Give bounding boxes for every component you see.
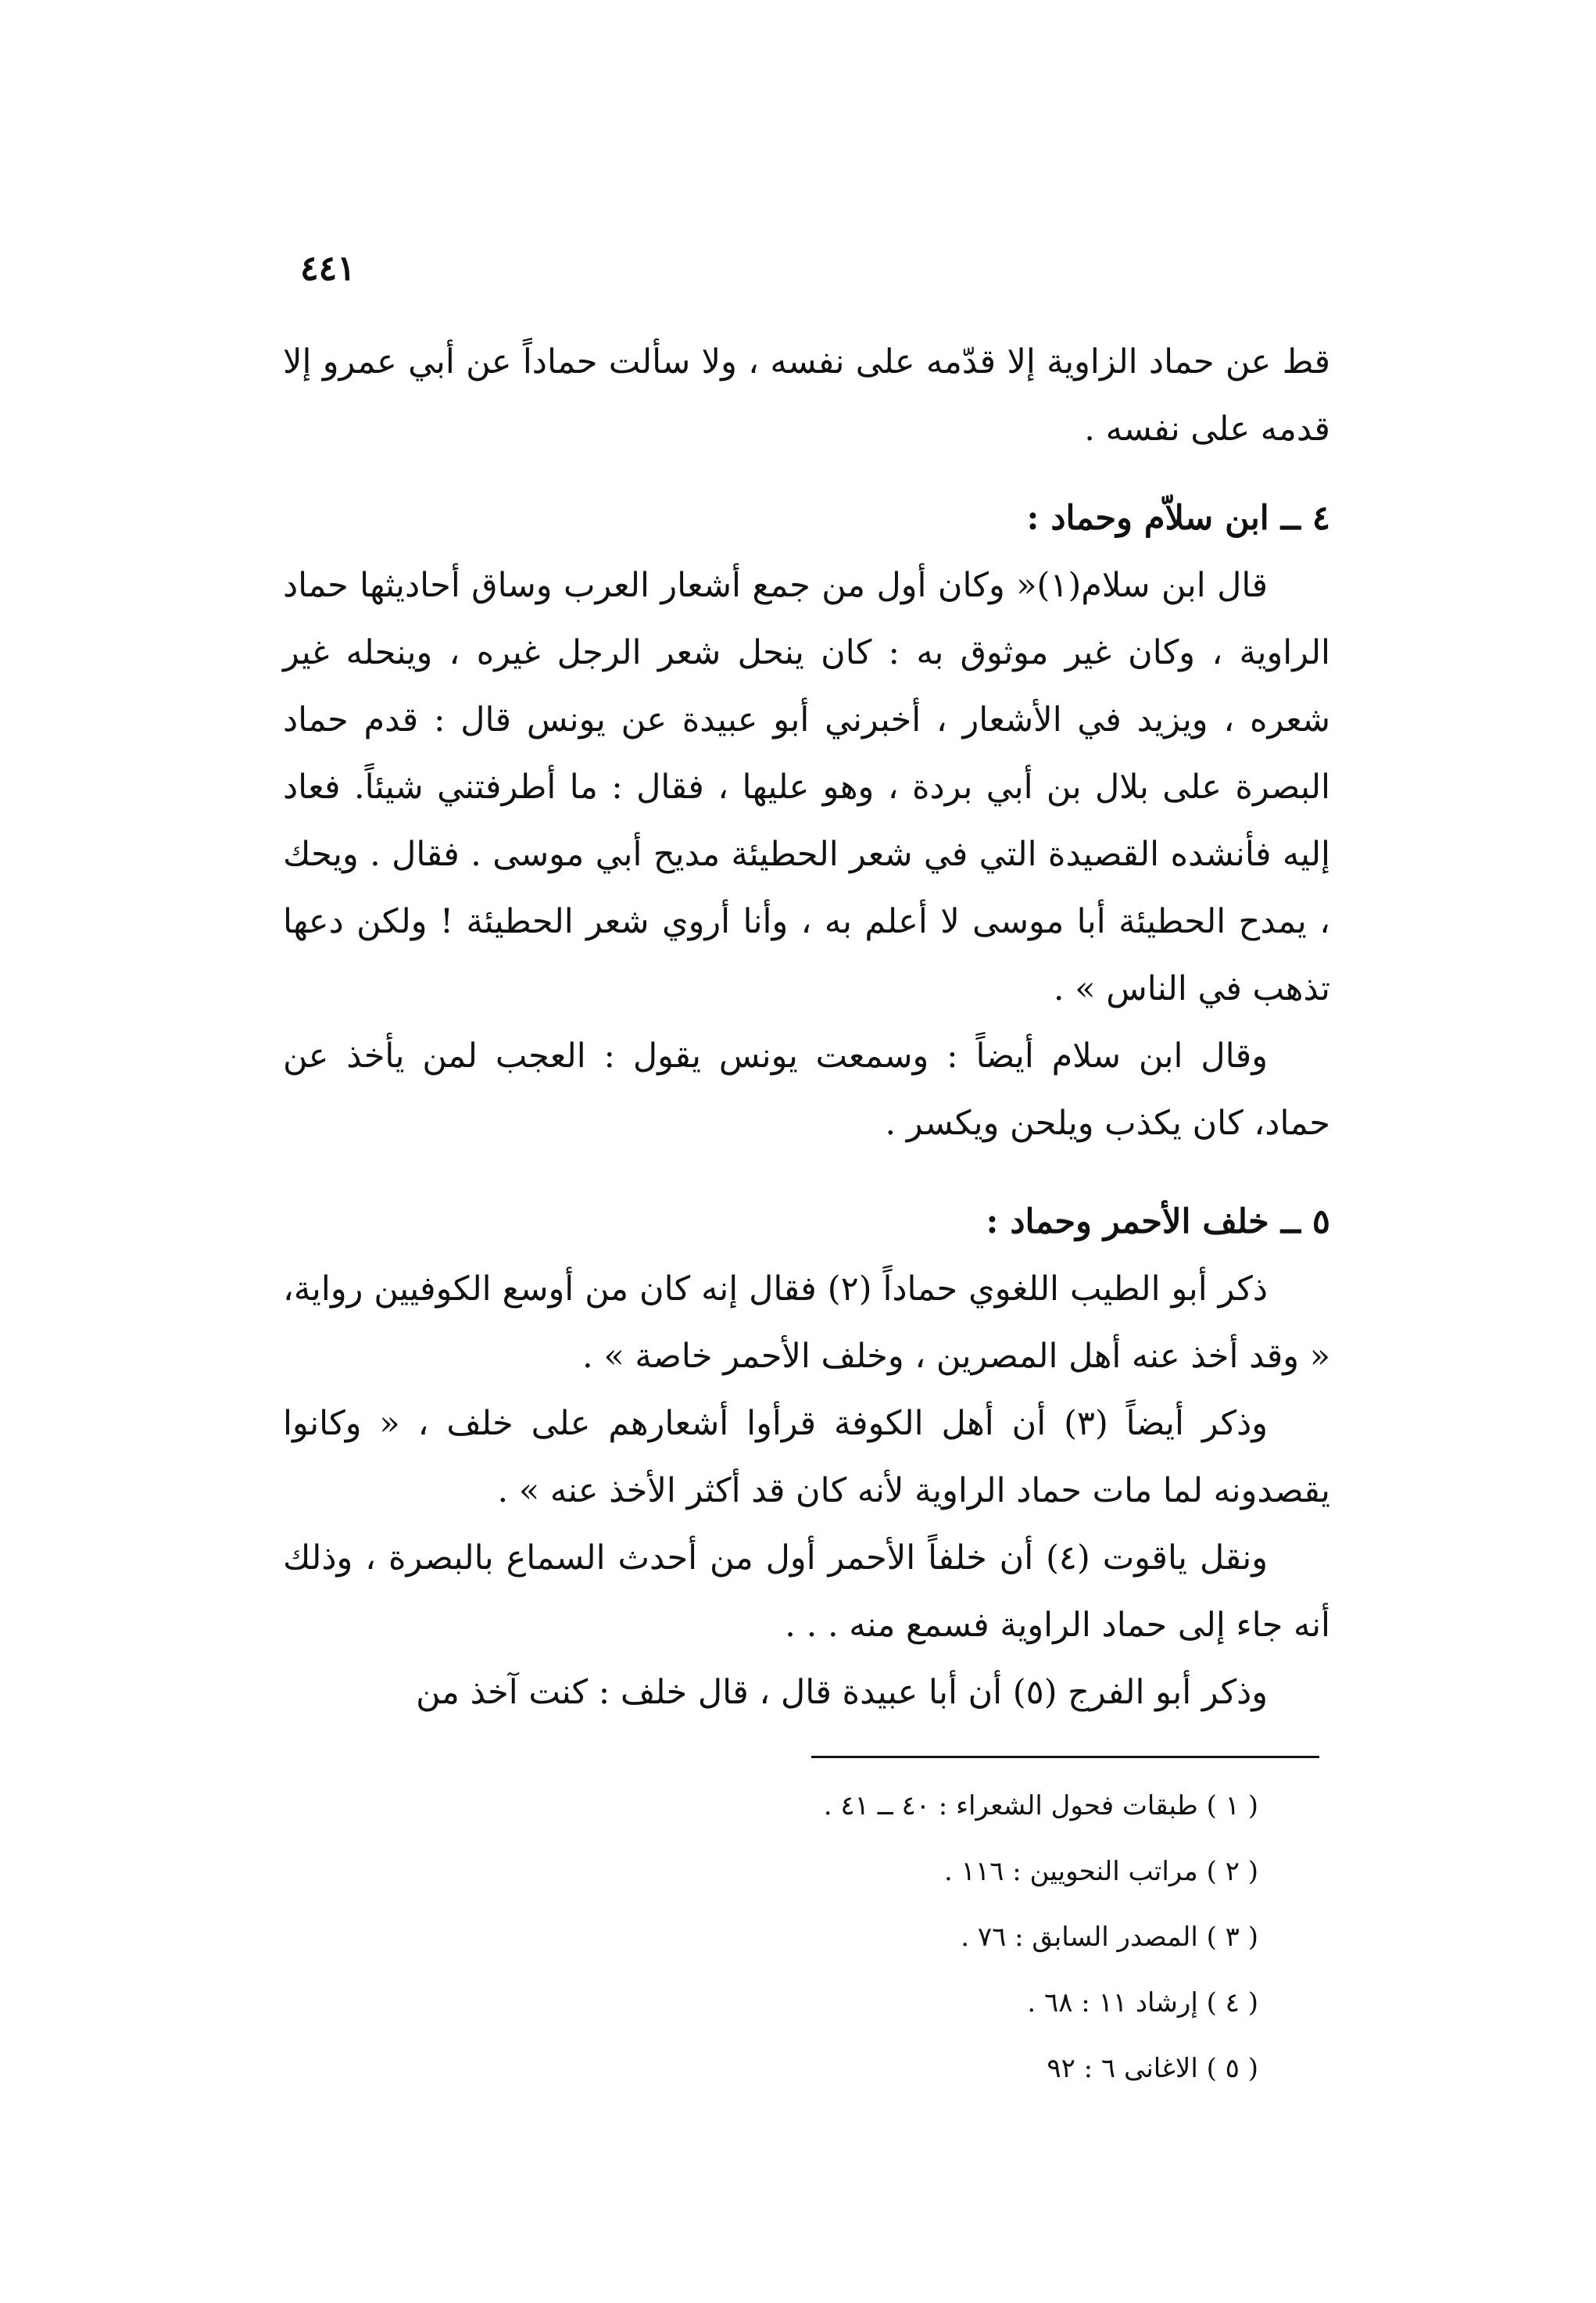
- page-number: ٤٤١: [300, 249, 356, 288]
- paragraph-abu-tayyib: ذكر أبو الطيب اللغوي حماداً (٢) فقال إنه كان من أوسع الكوفيين رواية، « وقد أخذ عنه أهل المصرين ، وخلف الأحمر خاصة » .: [283, 1270, 1330, 1376]
- footnote-3: ( ٣ ) المصدر السابق : ٧٦ .: [961, 1922, 1258, 1953]
- footnote-1: ( ١ ) طبقات فحول الشعراء : ٤٠ ــ ٤١ .: [823, 1790, 1258, 1821]
- body-text: [283, 328, 1330, 1726]
- footnote-divider: [811, 1756, 1319, 1758]
- paragraph-continuation: قط عن حماد الزاوية إلا قدّمه على نفسه ، ولا سألت حماداً عن أبي عمرو إلا قدمه على نفسه .: [283, 342, 1330, 449]
- section-heading-5: ٥ ــ خلف الأحمر وحماد :: [986, 1202, 1330, 1241]
- paragraph-kufa-readers: وذكر أيضاً (٣) أن أهل الكوفة قرأوا أشعارهم على خلف ، « وكانوا يقصدونه لما مات حماد الراوية لأنه كان قد أكثر الأخذ عنه » .: [283, 1404, 1330, 1510]
- section-heading-4: ٤ ــ ابن سلاّم وحماد :: [1026, 499, 1330, 538]
- paragraph-ibn-sallam-yunus: وقال ابن سلام أيضاً : وسمعت يونس يقول : العجب لمن يأخذ عن حماد، كان يكذب ويلحن ويكسر .: [283, 1037, 1330, 1143]
- footnote-4: ( ٤ ) إرشاد ١١ : ٦٨ .: [1027, 1987, 1258, 2018]
- paragraph-yaqut: ونقل ياقوت (٤) أن خلفاً الأحمر أول من أحدث السماع بالبصرة ، وذلك أنه جاء إلى حماد الراوية فسمع منه . . .: [283, 1538, 1330, 1645]
- paragraph-ibn-sallam-quote: قال ابن سلام(١)« وكان أول من جمع أشعار العرب وساق أحاديثها حماد الراوية ، وكان غير موثوق به : كان ينحل شعر الرجل غيره ، وينحله غير شعره ، ويزيد في الأشعار ، أخبرني أبو عبيدة عن يونس قال : قدم حماد البصرة على بلال بن أبي بردة ، وهو عليها ، فقال : ما أطرفتني شيئاً. فعاد إليه فأنشده القصيدة التي في شعر الحطيئة مديح أبي موسى . فقال . ويحك ، يمدح الحطيئة أبا موسى لا أعلم به ، وأنا أروي شعر الحطيئة ! ولكن دعها تذهب في الناس » .: [283, 566, 1330, 1008]
- footnote-5: ( ٥ ) الاغانى ٦ : ٩٢: [1047, 2053, 1258, 2084]
- footnote-2: ( ٢ ) مراتب النحويين : ١١٦ .: [944, 1856, 1258, 1887]
- footnotes: [703, 1773, 1258, 2101]
- paragraph-abu-faraj: وذكر أبو الفرج (٥) أن أبا عبيدة قال ، قال خلف : كنت آخذ من: [416, 1673, 1268, 1712]
